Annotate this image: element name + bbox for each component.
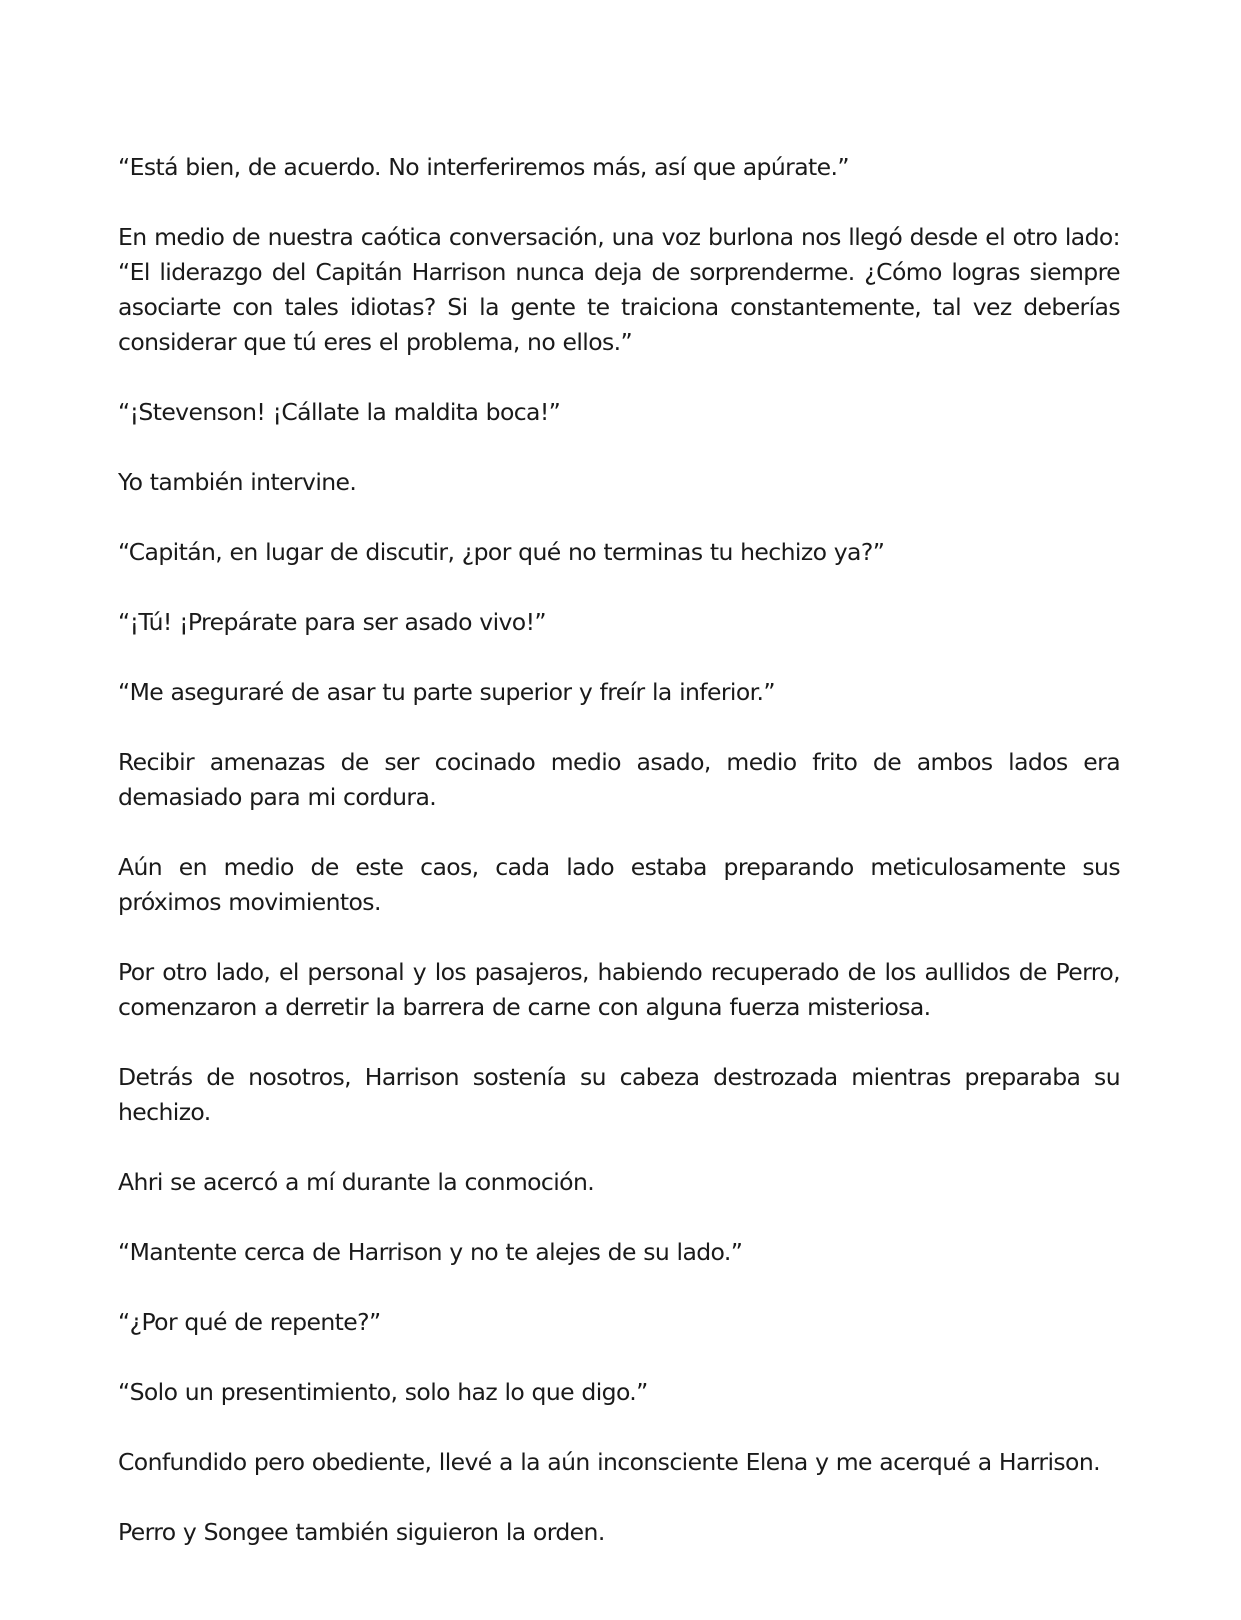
paragraph: “¡Tú! ¡Prepárate para ser asado vivo!”: [118, 608, 546, 636]
paragraph: “Capitán, en lugar de discutir, ¿por qué no terminas tu hechizo ya?”: [118, 538, 885, 566]
paragraph: Por otro lado, el personal y los pasajeros, habiendo recuperado de los aullidos de Perro, comenzaron a derretir la barrera de carne con alguna fuerza misteriosa.: [118, 958, 1120, 1021]
paragraph: “¿Por qué de repente?”: [118, 1308, 381, 1336]
paragraph: “Está bien, de acuerdo. No interferiremos más, así que apúrate.”: [118, 153, 849, 181]
paragraph: “Me aseguraré de asar tu parte superior y freír la inferior.”: [118, 678, 775, 706]
paragraph: Perro y Songee también siguieron la orden.: [118, 1518, 605, 1546]
paragraph: Confundido pero obediente, llevé a la aún inconsciente Elena y me acerqué a Harrison.: [118, 1448, 1100, 1476]
document-page: [118, 150, 1120, 1550]
paragraph: En medio de nuestra caótica conversación, una voz burlona nos llegó desde el otro lado: “El liderazgo del Capitán Harrison nunca deja de sorprenderme. ¿Cómo logras siempre asociarte con tales idiotas? Si la gente te traiciona constantemente, tal vez deberías considerar que tú eres el problema, no ellos.”: [118, 223, 1120, 356]
paragraph: Detrás de nosotros, Harrison sostenía su cabeza destrozada mientras preparaba su hechizo.: [118, 1063, 1120, 1126]
paragraph: “Mantente cerca de Harrison y no te alejes de su lado.”: [118, 1238, 743, 1266]
paragraph: “¡Stevenson! ¡Cállate la maldita boca!”: [118, 398, 561, 426]
paragraph: Ahri se acercó a mí durante la conmoción.: [118, 1168, 595, 1196]
paragraph: Recibir amenazas de ser cocinado medio asado, medio frito de ambos lados era demasiado para mi cordura.: [118, 748, 1120, 811]
paragraph: “Solo un presentimiento, solo haz lo que digo.”: [118, 1378, 648, 1406]
paragraph: Yo también intervine.: [118, 468, 357, 496]
paragraph: Aún en medio de este caos, cada lado estaba preparando meticulosamente sus próximos movimientos.: [118, 853, 1120, 916]
